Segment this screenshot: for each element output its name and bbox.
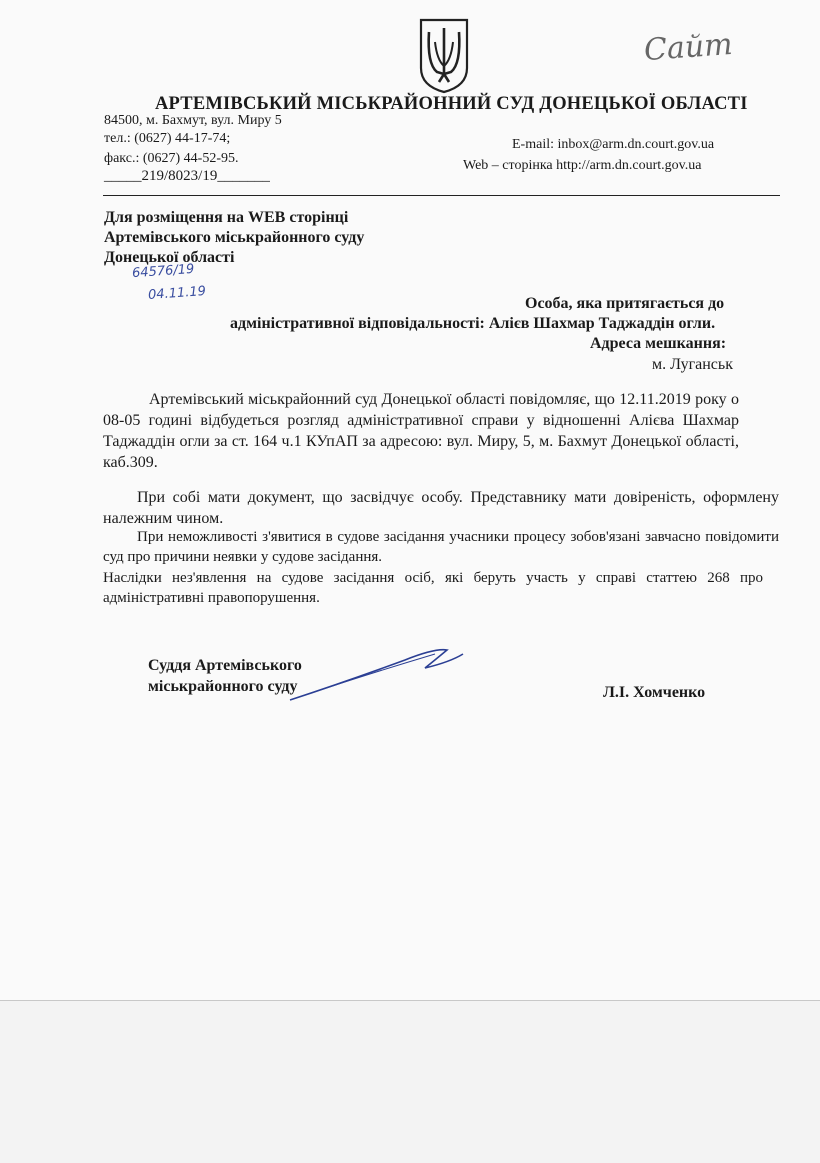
judge-name: Л.І. Хомченко: [603, 684, 706, 701]
court-email: E-mail: inbox@arm.dn.court.gov.ua: [512, 137, 715, 152]
header-divider: [103, 195, 780, 196]
handwritten-signature: [285, 640, 475, 710]
consequences-paragraph: Наслідки нез'явлення на судове засідання осіб, які беруть участь у справі статтею 268 про адміністративні правопорушення.: [103, 570, 763, 606]
reference-number: _____219/8023/19_______: [104, 168, 270, 184]
handwritten-number: 64576/19: [131, 261, 195, 282]
court-fax: факс.: (0627) 44-52-95.: [104, 151, 239, 166]
documents-paragraph: При собі мати документ, що засвідчує особу. Представнику мати довіреність, оформлену належним чином.: [103, 489, 779, 527]
address-label: Адреса мешкання:: [590, 335, 727, 352]
handwritten-date: 04.11.19: [147, 283, 207, 304]
scan-background: [0, 1000, 820, 1163]
judge-title-line-1: Суддя Артемівського: [148, 657, 302, 674]
recipient-line-2: Артемівського міськрайонного суду: [104, 229, 365, 246]
recipient-line-1: Для розміщення на WEB сторінці: [104, 209, 349, 226]
handwritten-stamp: Сайт: [642, 26, 734, 69]
notice-paragraph: Артемівський міськрайонний суд Донецької області повідомляє, що 12.11.2019 року о 08-05 годині відбудеться розгляд адміністративної справи у відношенні Алієва Шахмар Таджаддін огли за ст. 164 ч.1 КУпАП за адресою: вул. Миру, 5, м. Бахмут Донецької області, каб.309.: [103, 391, 739, 471]
court-address: 84500, м. Бахмут, вул. Миру 5: [104, 113, 282, 128]
absence-paragraph: При неможливості з'явитися в судове засідання учасники процесу зобов'язані завчасно повідомити суд про причини неявки у судове засідання.: [103, 529, 779, 565]
trident-emblem-icon: [415, 16, 473, 94]
person-label: Особа, яка притягається до: [525, 295, 725, 312]
court-title: АРТЕМІВСЬКИЙ МІСЬКРАЙОННИЙ СУД ДОНЕЦЬКОЇ ОБЛАСТІ: [155, 94, 748, 114]
court-website: Web – сторінка http://arm.dn.court.gov.ua: [463, 158, 702, 173]
person-city: м. Луганськ: [652, 356, 733, 373]
recipient-line-3: Донецької області: [104, 249, 235, 266]
judge-title-line-2: міськрайонного суду: [148, 678, 298, 695]
court-phone: тел.: (0627) 44-17-74;: [104, 131, 231, 146]
person-name-line: адміністративної відповідальності: Алієв Шахмар Таджаддін огли.: [230, 315, 716, 332]
